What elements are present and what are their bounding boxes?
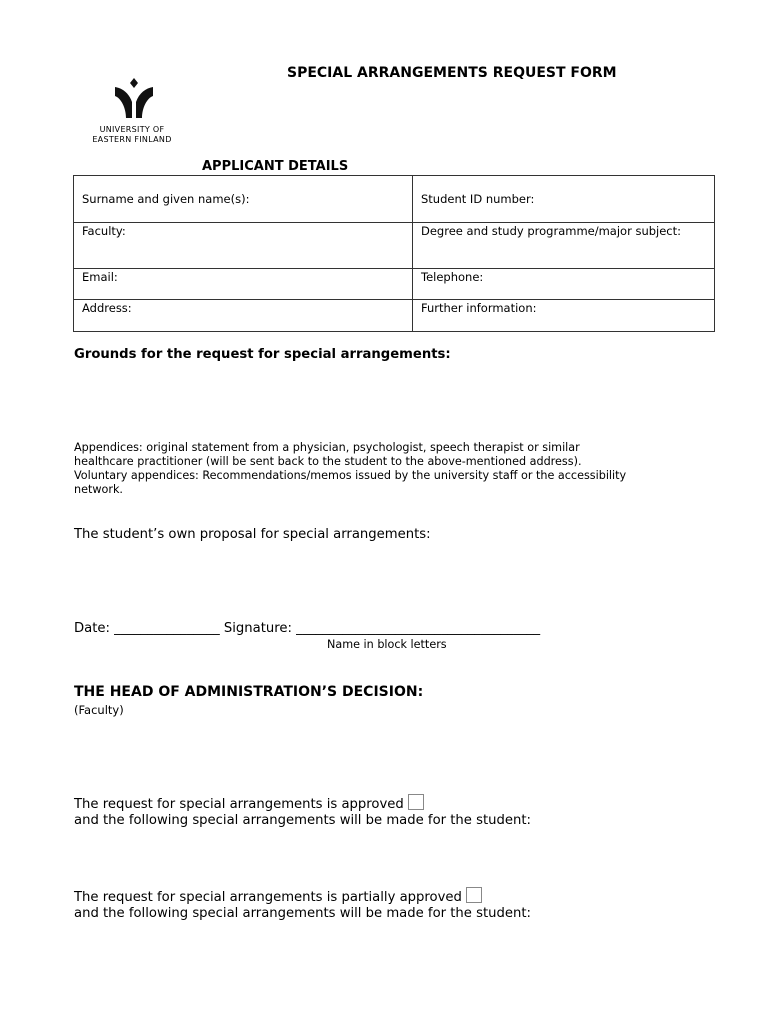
- address-field[interactable]: [74, 300, 413, 332]
- address-label: Address:: [82, 301, 132, 315]
- faculty-label: Faculty:: [82, 224, 126, 238]
- degree-label: Degree and study programme/major subject:: [421, 224, 682, 238]
- proposal-heading: The student’s own proposal for special arrangements:: [74, 527, 431, 542]
- appendices-line-3: Voluntary appendices: Recommendations/memos issued by the university staff or the accessibility: [74, 469, 627, 482]
- degree-field[interactable]: [413, 223, 715, 269]
- org-name-line1: UNIVERSITY OF: [99, 125, 165, 134]
- partial-followup: and the following special arrangements will be made for the student:: [74, 906, 531, 921]
- partial-block: [74, 887, 531, 922]
- applicant-details-table: [73, 175, 715, 332]
- table-row: [74, 223, 715, 269]
- approved-followup: and the following special arrangements will be made for the student:: [74, 813, 531, 828]
- table-row: [74, 300, 715, 332]
- telephone-label: Telephone:: [421, 270, 484, 284]
- surname-field[interactable]: [74, 176, 413, 223]
- grounds-heading: Grounds for the request for special arrangements:: [74, 347, 451, 362]
- faculty-field[interactable]: [74, 223, 413, 269]
- table-row: [74, 269, 715, 300]
- approved-block: [74, 794, 531, 829]
- student-id-field[interactable]: [413, 176, 715, 223]
- appendices-note: [74, 441, 734, 497]
- date-label: Date:: [74, 621, 110, 636]
- approved-checkbox[interactable]: [408, 794, 424, 810]
- applicant-details-heading: APPLICANT DETAILS: [202, 159, 349, 174]
- email-field[interactable]: [74, 269, 413, 300]
- decision-subheading: (Faculty): [74, 703, 124, 717]
- appendices-line-1: Appendices: original statement from a physician, psychologist, speech therapist or similar: [74, 441, 580, 454]
- date-signature-line: [74, 621, 540, 636]
- student-id-label: Student ID number:: [421, 192, 535, 206]
- table-row: [74, 176, 715, 223]
- partially-approved-checkbox[interactable]: [466, 887, 482, 903]
- signature-label: Signature:: [223, 621, 292, 636]
- appendices-line-2: healthcare practitioner (will be sent back to the student to the above-mentioned address).: [74, 455, 582, 468]
- further-info-field[interactable]: [413, 300, 715, 332]
- email-label: Email:: [82, 270, 118, 284]
- university-logo-icon: [112, 76, 156, 120]
- signature-field[interactable]: _____________________________________: [296, 621, 541, 636]
- surname-label: Surname and given name(s):: [82, 192, 250, 206]
- appendices-line-4: network.: [74, 483, 123, 496]
- org-name-line2: EASTERN FINLAND: [92, 135, 172, 144]
- name-in-block-letters-caption: Name in block letters: [327, 638, 447, 651]
- form-title: SPECIAL ARRANGEMENTS REQUEST FORM: [287, 65, 617, 81]
- university-logo: [84, 76, 184, 148]
- telephone-field[interactable]: [413, 269, 715, 300]
- approved-text: The request for special arrangements is approved: [74, 797, 404, 812]
- partial-text: The request for special arrangements is partially approved: [74, 890, 462, 905]
- date-field[interactable]: ________________: [114, 621, 220, 636]
- further-info-label: Further information:: [421, 301, 537, 315]
- decision-heading: THE HEAD OF ADMINISTRATION’S DECISION:: [74, 684, 424, 700]
